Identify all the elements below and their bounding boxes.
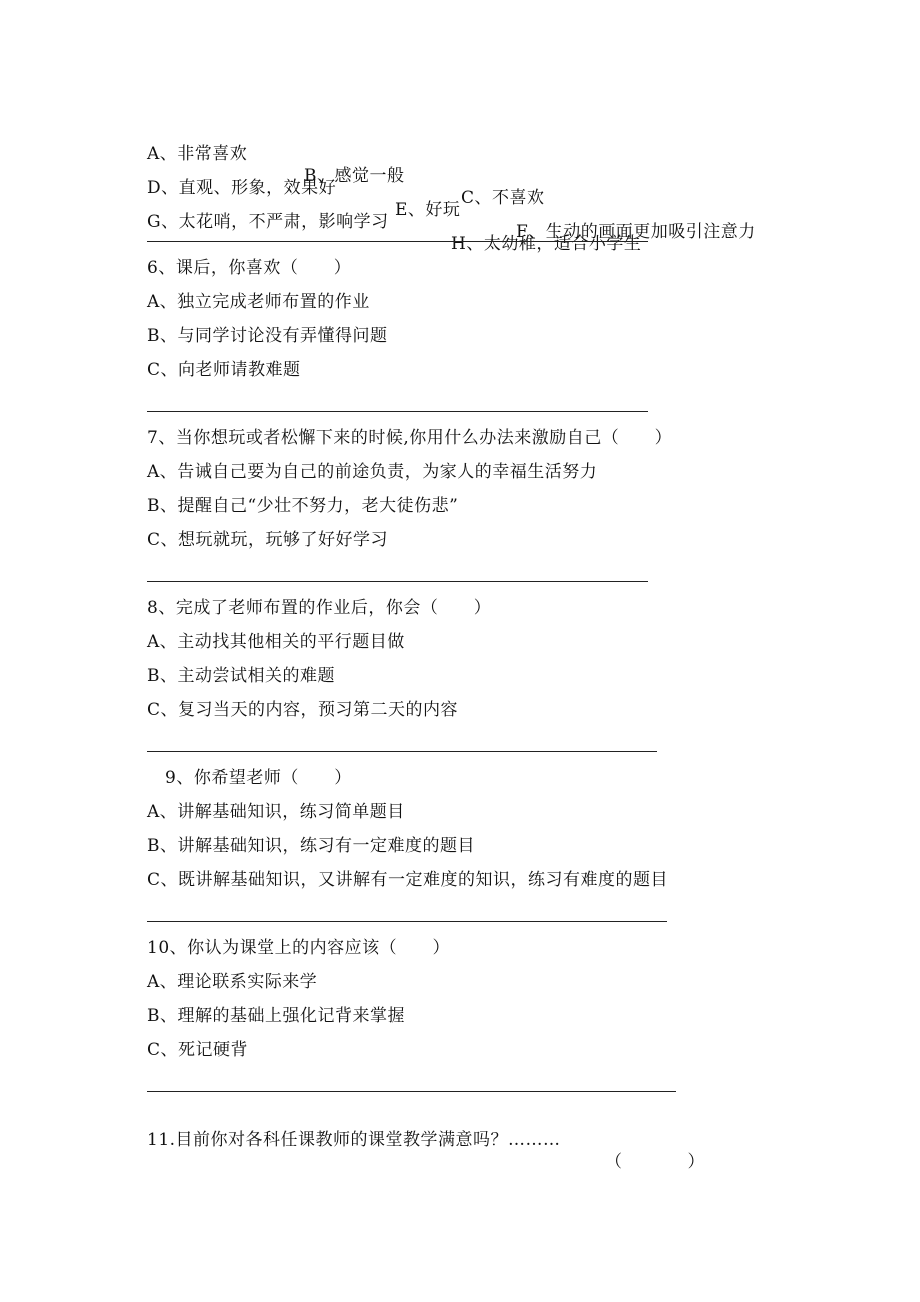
option-a: A、非常喜欢 <box>147 144 248 164</box>
question-stem-11 <box>147 1107 705 1173</box>
option-g: G、太花哨，不严肃，影响学习 <box>147 212 389 232</box>
question-stem-9: 9、你希望老师（ ） <box>165 768 352 788</box>
q10-option-a: A、理论联系实际来学 <box>147 972 318 992</box>
divider <box>147 411 648 412</box>
q7-option-b: B、提醒自己“少壮不努力，老大徒伤悲” <box>147 496 459 516</box>
option-h: H、太幼稚，适合小学生 <box>451 234 642 254</box>
question-stem-6: 6、课后，你喜欢（ ） <box>147 258 352 278</box>
q7-option-c: C、想玩就玩，玩够了好好学习 <box>147 530 389 550</box>
q7-option-a: A、告诫自己要为自己的前途负责，为家人的幸福生活努力 <box>147 462 598 482</box>
question-stem-10: 10、你认为课堂上的内容应该（ ） <box>147 938 451 958</box>
answer-blank: （ ） <box>605 1152 705 1172</box>
divider <box>147 581 648 582</box>
q6-option-c: C、向老师请教难题 <box>147 360 301 380</box>
q10-option-c: C、死记硬背 <box>147 1040 249 1060</box>
option-e: E、好玩 <box>395 200 461 220</box>
option-b: B、感觉一般 <box>304 166 405 186</box>
q9-option-b: B、讲解基础知识，练习有一定难度的题目 <box>147 836 475 856</box>
divider <box>147 921 667 922</box>
divider <box>147 1091 676 1092</box>
q8-option-a: A、主动找其他相关的平行题目做 <box>147 632 405 652</box>
question-stem-7: 7、当你想玩或者松懈下来的时候,你用什么办法来激励自己（ ） <box>147 428 673 448</box>
q8-option-b: B、主动尝试相关的难题 <box>147 666 335 686</box>
q8-option-c: C、复习当天的内容，预习第二天的内容 <box>147 700 459 720</box>
option-d: D、直观、形象，效果好 <box>147 178 337 198</box>
q9-option-c: C、既讲解基础知识，又讲解有一定难度的知识，练习有难度的题目 <box>147 870 669 890</box>
q6-option-b: B、与同学讨论没有弄懂得问题 <box>147 326 388 346</box>
q9-option-a: A、讲解基础知识，练习简单题目 <box>147 802 405 822</box>
question-stem-8: 8、完成了老师布置的作业后，你会（ ） <box>147 598 492 618</box>
q10-option-b: B、理解的基础上强化记背来掌握 <box>147 1006 405 1026</box>
q11-text: 11.目前你对各科任课教师的课堂教学满意吗？……… <box>147 1130 561 1150</box>
divider <box>147 751 657 752</box>
option-c: C、不喜欢 <box>461 188 545 208</box>
option-f: F、生动的画面更加吸引注意力 <box>516 222 756 242</box>
divider <box>147 241 648 242</box>
q6-option-a: A、独立完成老师布置的作业 <box>147 292 370 312</box>
